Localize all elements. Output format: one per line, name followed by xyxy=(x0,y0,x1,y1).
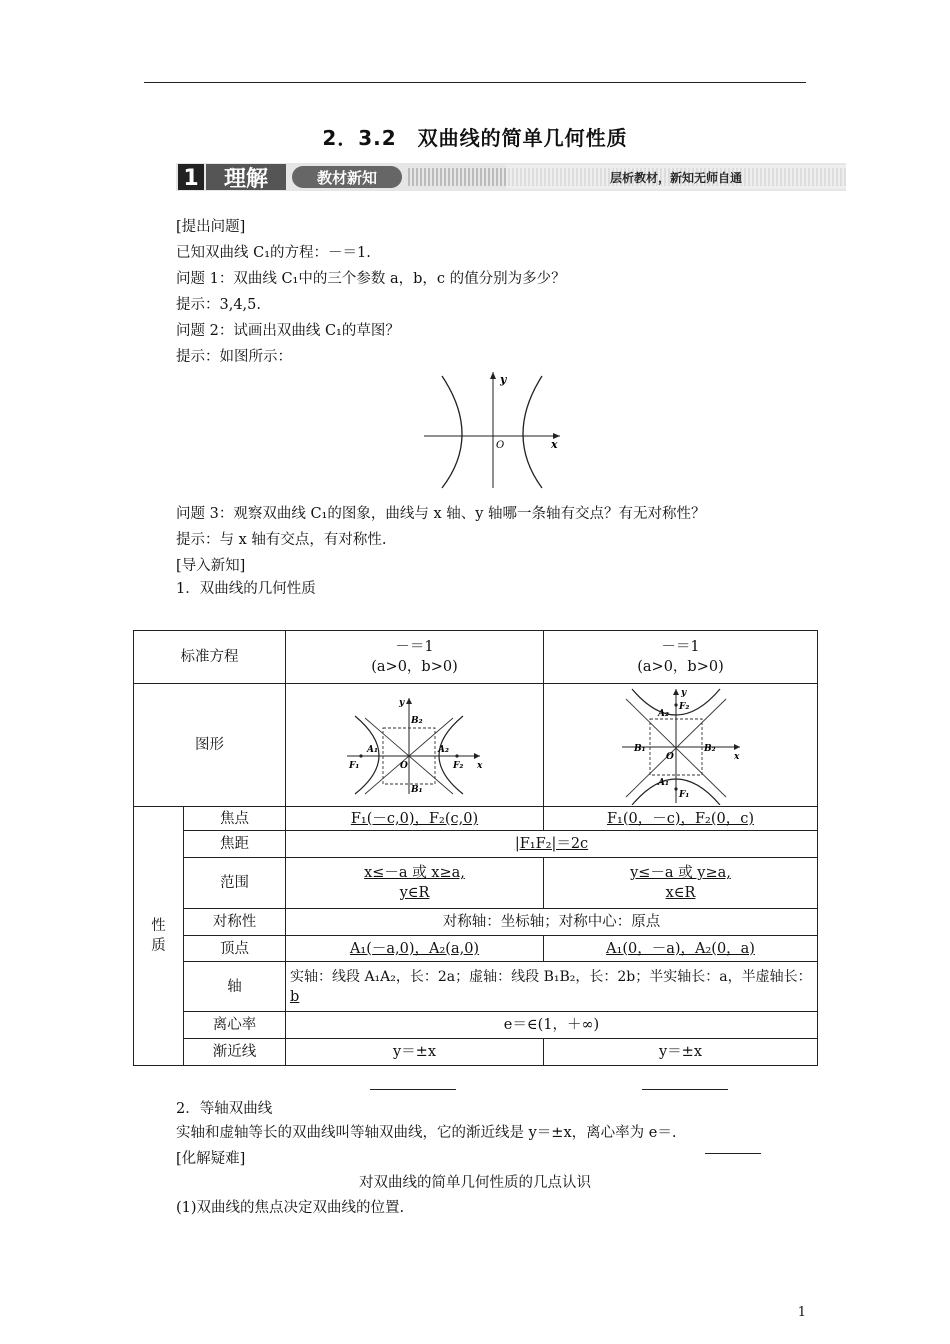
label-standard-equation: 标准方程 xyxy=(134,631,286,684)
range-h-line2: y∈R xyxy=(399,885,430,901)
axes-value xyxy=(286,962,818,1012)
g2-b1: B₁ xyxy=(633,744,646,754)
blank-line-eccentricity xyxy=(705,1153,761,1154)
vertices-horizontal: A₁(－a,0)，A₂(a,0) xyxy=(286,936,544,962)
graph-horizontal xyxy=(345,694,485,796)
foci-vertical: F₁(0，－c)，F₂(0，c) xyxy=(544,807,818,831)
eccentricity-value: e＝∈(1，＋∞) xyxy=(286,1012,818,1039)
section2-line-2: [化解疑难] xyxy=(176,1151,246,1167)
intro-line-3: 提示：3,4,5. xyxy=(176,297,262,313)
std-eq-h-line2: (a>0，b>0) xyxy=(371,659,458,675)
graph-vertical xyxy=(618,685,744,805)
g1-f1: F₁ xyxy=(348,761,359,771)
range-v-line2: x∈R xyxy=(665,885,696,901)
asymptote-vertical: y＝±x xyxy=(544,1039,818,1066)
row-standard-equation xyxy=(134,631,818,684)
g2-b2: B₂ xyxy=(703,744,716,754)
row-axes xyxy=(134,962,818,1012)
header-rule xyxy=(144,82,806,83)
std-eq-h-line1: －＝1 xyxy=(395,639,434,655)
center-heading: 对双曲线的简单几何性质的几点认识 xyxy=(359,1175,591,1191)
label-symmetry: 对称性 xyxy=(184,909,286,936)
after-fig-2: [导入新知] xyxy=(176,558,246,574)
std-eq-horizontal xyxy=(286,631,544,684)
banner-number: 1 xyxy=(183,166,199,191)
label-graph: 图形 xyxy=(134,684,286,807)
range-horizontal xyxy=(286,858,544,909)
section2-line-1: 实轴和虚轴等长的双曲线叫等轴双曲线，它的渐近线是 y＝±x，离心率为 e＝. xyxy=(176,1125,677,1141)
properties-table xyxy=(133,630,818,1066)
intro-line-0: [提出问题] xyxy=(176,219,246,235)
g1-b1: B₁ xyxy=(410,785,423,795)
after-fig-1: 提示：与 x 轴有交点，有对称性. xyxy=(176,532,387,548)
intro-line-2: 问题 1：双曲线 C₁中的三个参数 a，b，c 的值分别为多少？ xyxy=(176,271,566,287)
g2-a2: A₂ xyxy=(657,709,669,719)
range-v-line1: y≤－a 或 y≥a, xyxy=(630,865,731,881)
g1-b2: B₂ xyxy=(410,716,423,726)
g2-a1: A₁ xyxy=(657,778,669,788)
label-foci: 焦点 xyxy=(184,807,286,831)
hyperbola-sketch xyxy=(420,368,565,493)
g2-origin: O xyxy=(665,752,674,762)
after-fig-3: 1．双曲线的几何性质 xyxy=(176,581,316,597)
axes-line2: b xyxy=(290,988,300,1005)
page-title: 2．3.2 双曲线的简单几何性质 xyxy=(322,126,628,150)
label-axes: 轴 xyxy=(184,962,286,1012)
blank-line-left xyxy=(370,1089,456,1090)
after-fig-0: 问题 3：观察双曲线 C₁的图象，曲线与 x 轴、y 轴哪一条轴有交点？有无对称性？ xyxy=(176,506,706,522)
banner-main: 理解 xyxy=(223,167,269,192)
fig1-y-label: y xyxy=(500,373,507,386)
g2-x: x xyxy=(733,752,739,762)
vertices-vertical: A₁(0，－a)，A₂(0，a) xyxy=(544,936,818,962)
row-focal-distance xyxy=(134,831,818,858)
label-focal-distance: 焦距 xyxy=(184,831,286,858)
section-banner xyxy=(176,160,846,194)
std-eq-v-line1: －＝1 xyxy=(661,639,700,655)
g2-f1: F₁ xyxy=(678,790,689,800)
fig1-x-label: x xyxy=(551,438,558,451)
intro-line-1: 已知双曲线 C₁的方程：－＝1. xyxy=(176,245,371,261)
focal-distance-value: |F₁F₂|＝2c xyxy=(286,831,818,858)
row-eccentricity xyxy=(134,1012,818,1039)
row-vertices xyxy=(134,936,818,962)
g1-y: y xyxy=(398,698,404,708)
banner-right: 层析教材，新知无师自通 xyxy=(609,171,743,185)
g1-a2: A₂ xyxy=(437,745,449,755)
g2-f2: F₂ xyxy=(678,702,689,712)
blank-line-right xyxy=(642,1089,728,1090)
g1-f2: F₂ xyxy=(452,761,463,771)
row-range xyxy=(134,858,818,909)
g1-x: x xyxy=(476,761,482,771)
label-asymptote: 渐近线 xyxy=(184,1039,286,1066)
range-h-line1: x≤－a 或 x≥a, xyxy=(364,865,465,881)
label-vertices: 顶点 xyxy=(184,936,286,962)
section2-line-0: 2．等轴双曲线 xyxy=(176,1101,273,1117)
g2-y: y xyxy=(680,688,686,698)
last-line: (1)双曲线的焦点决定双曲线的位置. xyxy=(176,1200,405,1216)
std-eq-v-line2: (a>0，b>0) xyxy=(637,659,724,675)
foci-horizontal: F₁(－c,0)，F₂(c,0) xyxy=(286,807,544,831)
label-range: 范围 xyxy=(184,858,286,909)
fig1-origin: O xyxy=(496,440,505,451)
g1-a1: A₁ xyxy=(366,745,378,755)
asymptote-horizontal: y＝±x xyxy=(286,1039,544,1066)
g1-origin: O xyxy=(399,761,408,771)
intro-line-4: 问题 2：试画出双曲线 C₁的草图？ xyxy=(176,323,400,339)
range-vertical xyxy=(544,858,818,909)
std-eq-vertical xyxy=(544,631,818,684)
axes-line1: 实轴：线段 A₁A₂，长：2a；虚轴：线段 B₁B₂，长：2b；半实轴长：a，半虚轴长： xyxy=(290,968,812,985)
row-graph xyxy=(134,684,818,807)
row-foci xyxy=(134,807,818,831)
page-number: 1 xyxy=(797,1305,806,1320)
intro-line-5: 提示：如图所示： xyxy=(176,349,292,365)
label-eccentricity: 离心率 xyxy=(184,1012,286,1039)
row-symmetry xyxy=(134,909,818,936)
banner-sub: 教材新知 xyxy=(316,169,378,187)
symmetry-value: 对称轴：坐标轴；对称中心：原点 xyxy=(286,909,818,936)
graph-horizontal-cell xyxy=(286,684,544,807)
label-properties: 性 质 xyxy=(134,807,184,1066)
graph-vertical-cell xyxy=(544,684,818,807)
row-asymptote xyxy=(134,1039,818,1066)
